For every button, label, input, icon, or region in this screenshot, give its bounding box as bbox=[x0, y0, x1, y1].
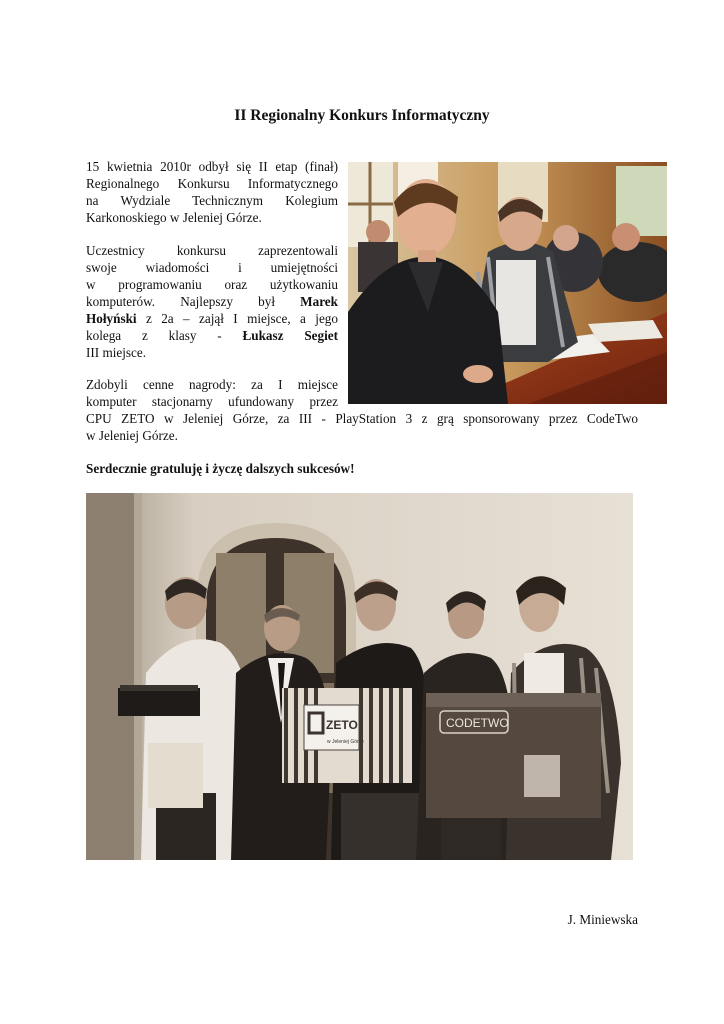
text-run: komputerów. Najlepszy był bbox=[86, 294, 301, 309]
intro-paragraph bbox=[86, 158, 338, 226]
congratulations-text: Serdecznie gratuluję i życzę dalszych sukcesów! bbox=[86, 461, 355, 476]
text-line: III miejsce. bbox=[86, 345, 147, 360]
document-title: II Regionalny Konkurs Informatyczny bbox=[234, 107, 490, 124]
zeto-logo-text: ZETO bbox=[326, 718, 358, 732]
text-run: kolega z klasy - bbox=[86, 328, 243, 343]
participants-paragraph bbox=[86, 242, 338, 361]
codetwo-logo-text: CODETWO bbox=[446, 716, 509, 730]
text-line bbox=[86, 327, 338, 344]
winner-name-last: Hołyński bbox=[86, 311, 137, 326]
text-line: komputer stacjonarny ufundowany przez bbox=[86, 394, 338, 409]
third-place-name: Łukasz Segiet bbox=[242, 328, 339, 343]
text-line: Uczestnicy konkursu zaprezentowali bbox=[86, 243, 338, 258]
text-line: swoje wiadomości i umiejętności bbox=[86, 260, 338, 275]
text-line: w Jeleniej Górze. bbox=[86, 428, 178, 443]
text-line bbox=[86, 310, 338, 327]
text-line: w programowaniu oraz użytkowaniu bbox=[86, 277, 338, 292]
text-line: Karkonoskiego w Jeleniej Górze. bbox=[86, 210, 262, 225]
text-line: 15 kwietnia 2010r odbył się II etap (finał) bbox=[86, 159, 338, 174]
text-line: CPU ZETO w Jeleniej Górze, za III - PlayStation 3 z grą sponsorowany przez CodeTwo bbox=[86, 411, 638, 426]
signature: J. Miniewska bbox=[567, 912, 638, 927]
text-line: na Wydziale Technicznym Kolegium bbox=[86, 193, 338, 208]
text-run: z 2a – zajął I miejsce, a jego bbox=[136, 311, 338, 326]
winner-name-first: Marek bbox=[300, 294, 338, 309]
text-line: Regionalnego Konkursu Informatycznego bbox=[86, 176, 338, 191]
text-line: Zdobyli cenne nagrody: za I miejsce bbox=[86, 377, 338, 392]
award-ceremony-photo bbox=[86, 493, 633, 860]
students-photo bbox=[348, 162, 667, 404]
text-line bbox=[86, 293, 338, 310]
zeto-logo-subtext: w Jeleniej Górze bbox=[327, 739, 364, 745]
